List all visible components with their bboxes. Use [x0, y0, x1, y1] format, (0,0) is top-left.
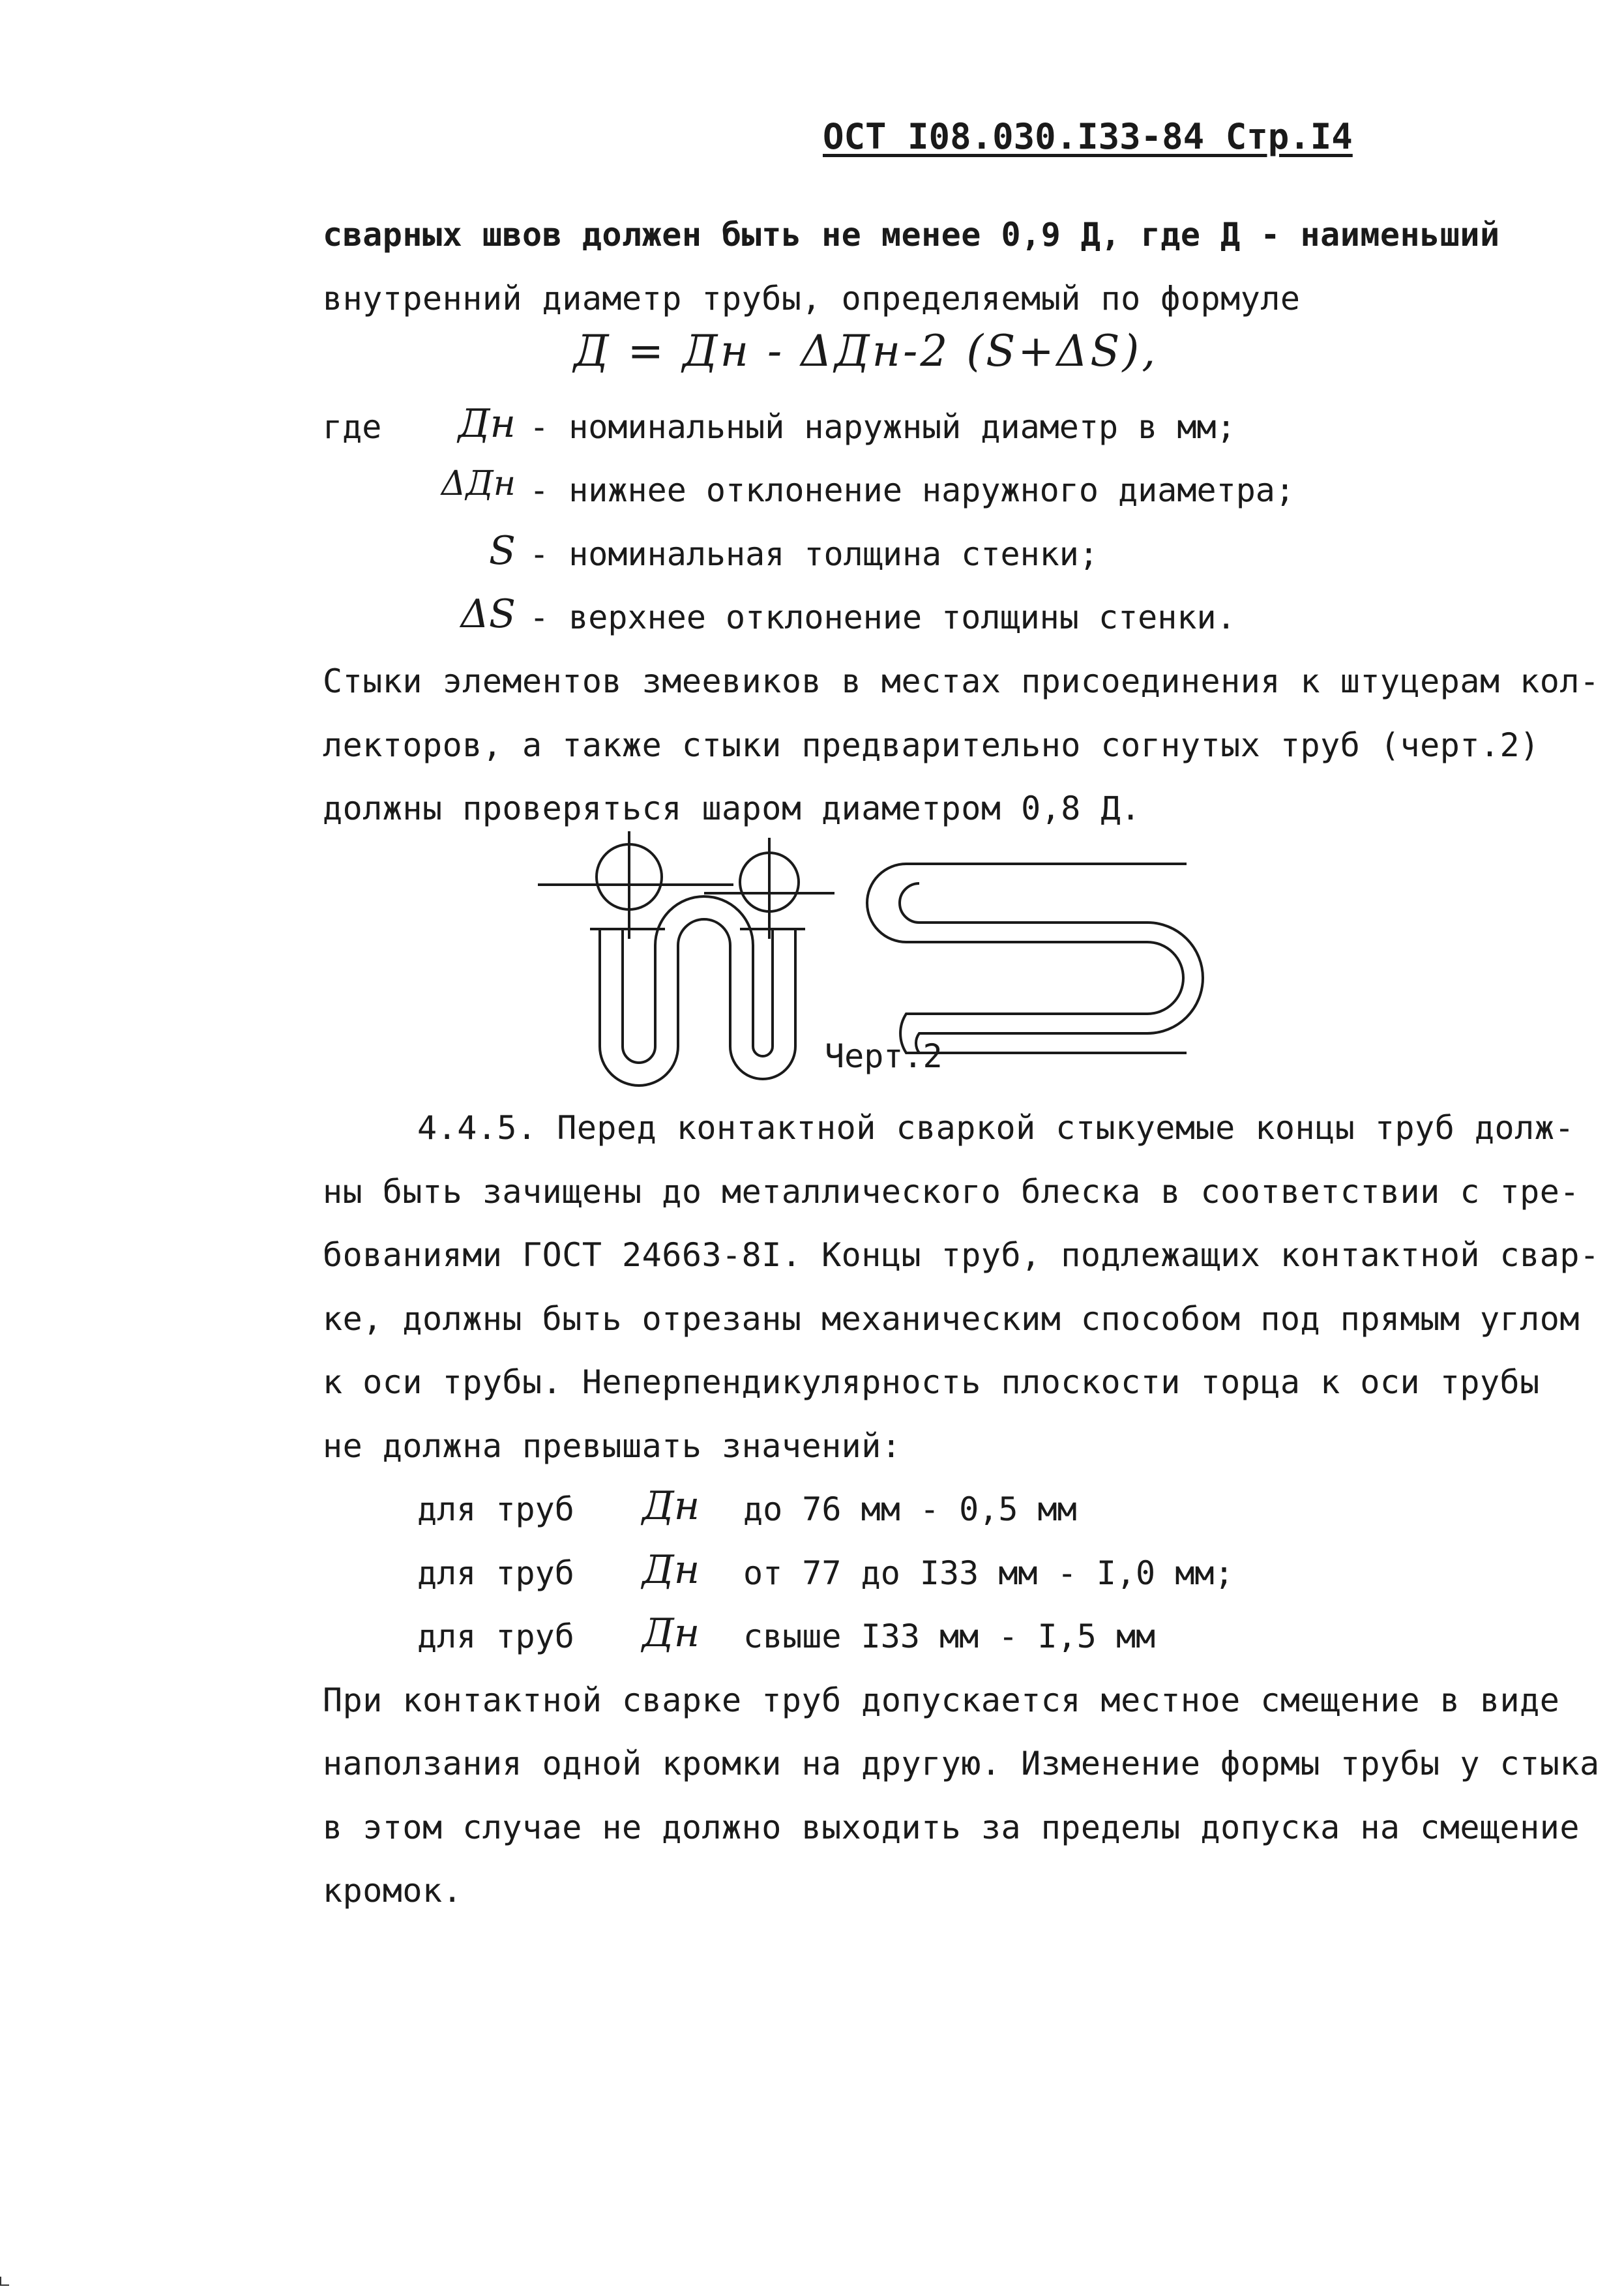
- tolerance-value-2: от 77 до I33 мм - I,0 мм;: [743, 1554, 1234, 1592]
- para2-line1: Стыки элементов змеевиков в местах присоединения к штуцерам кол-: [323, 662, 1600, 700]
- def-symbol-4: ΔS: [460, 591, 516, 637]
- tolerance-symbol-2: Дн: [642, 1547, 700, 1593]
- page-corner-mark: [0, 2277, 9, 2286]
- def-text-4: - верхнее отклонение толщины стенки.: [529, 599, 1236, 636]
- figure-caption: Черт.2: [825, 1037, 943, 1075]
- tolerance-prefix-3: для труб: [417, 1618, 574, 1655]
- para4-line1: При контактной сварке труб допускается местное смещение в виде: [323, 1681, 1560, 1719]
- para1-line2: внутренний диаметр трубы, определяемый по формуле: [323, 280, 1301, 318]
- def-symbol-2: ΔДн: [441, 464, 516, 503]
- para3-line5: к оси трубы. Неперпендикулярность плоскости торца к оси трубы: [323, 1363, 1540, 1401]
- def-text-1: - номинальный наружный диаметр в мм;: [529, 408, 1236, 446]
- para2-line3: должны проверяться шаром диаметром 0,8 Д.: [323, 790, 1141, 827]
- def-symbol-3: S: [488, 528, 516, 574]
- document-header: ОСТ I08.030.I33-84 Стр.I4: [823, 116, 1353, 157]
- where-label: где: [323, 408, 382, 446]
- tolerance-prefix-1: для труб: [417, 1490, 574, 1528]
- para3-line2: ны быть зачищены до металлического блеска в соответствии с тре-: [323, 1173, 1580, 1211]
- para2-line2: лекторов, а также стыки предварительно согнутых труб (черт.2): [323, 726, 1540, 764]
- s-pipe-outer: [867, 864, 1187, 1053]
- def-symbol-1: Дн: [458, 401, 516, 447]
- para3-line3: бованиями ГОСТ 24663-8I. Концы труб, подлежащих контактной свар-: [323, 1236, 1600, 1274]
- coil-inner: [623, 896, 773, 1063]
- para4-line2: наползания одной кромки на другую. Изменение формы трубы у стыка: [323, 1745, 1600, 1782]
- para3-line6: не должна превышать значений:: [323, 1427, 902, 1465]
- para4-line4: кромок.: [323, 1872, 463, 1910]
- tolerance-value-1: до 76 мм - 0,5 мм: [743, 1490, 1077, 1528]
- diameter-formula: Д = Дн - ΔДн-2 (S+ΔS),: [574, 326, 1159, 376]
- para3-line1: 4.4.5. Перед контактной сваркой стыкуемые концы труб долж-: [417, 1109, 1574, 1147]
- tolerance-symbol-3: Дн: [642, 1610, 700, 1656]
- para3-line4: ке, должны быть отрезаны механическим способом под прямым углом: [323, 1300, 1580, 1338]
- para4-line3: в этом случае не должно выходить за пределы допуска на смещение: [323, 1809, 1580, 1846]
- tolerance-prefix-2: для труб: [417, 1554, 574, 1592]
- tolerance-value-3: свыше I33 мм - I,5 мм: [743, 1618, 1156, 1655]
- def-text-3: - номинальная толщина стенки;: [529, 535, 1099, 573]
- para1-line1: сварных швов должен быть не менее 0,9 Д, где Д - наименьший: [323, 216, 1500, 254]
- s-pipe-inner: [900, 883, 1203, 1053]
- def-text-2: - нижнее отклонение наружного диаметра;: [529, 471, 1295, 509]
- tolerance-symbol-1: Дн: [642, 1483, 700, 1529]
